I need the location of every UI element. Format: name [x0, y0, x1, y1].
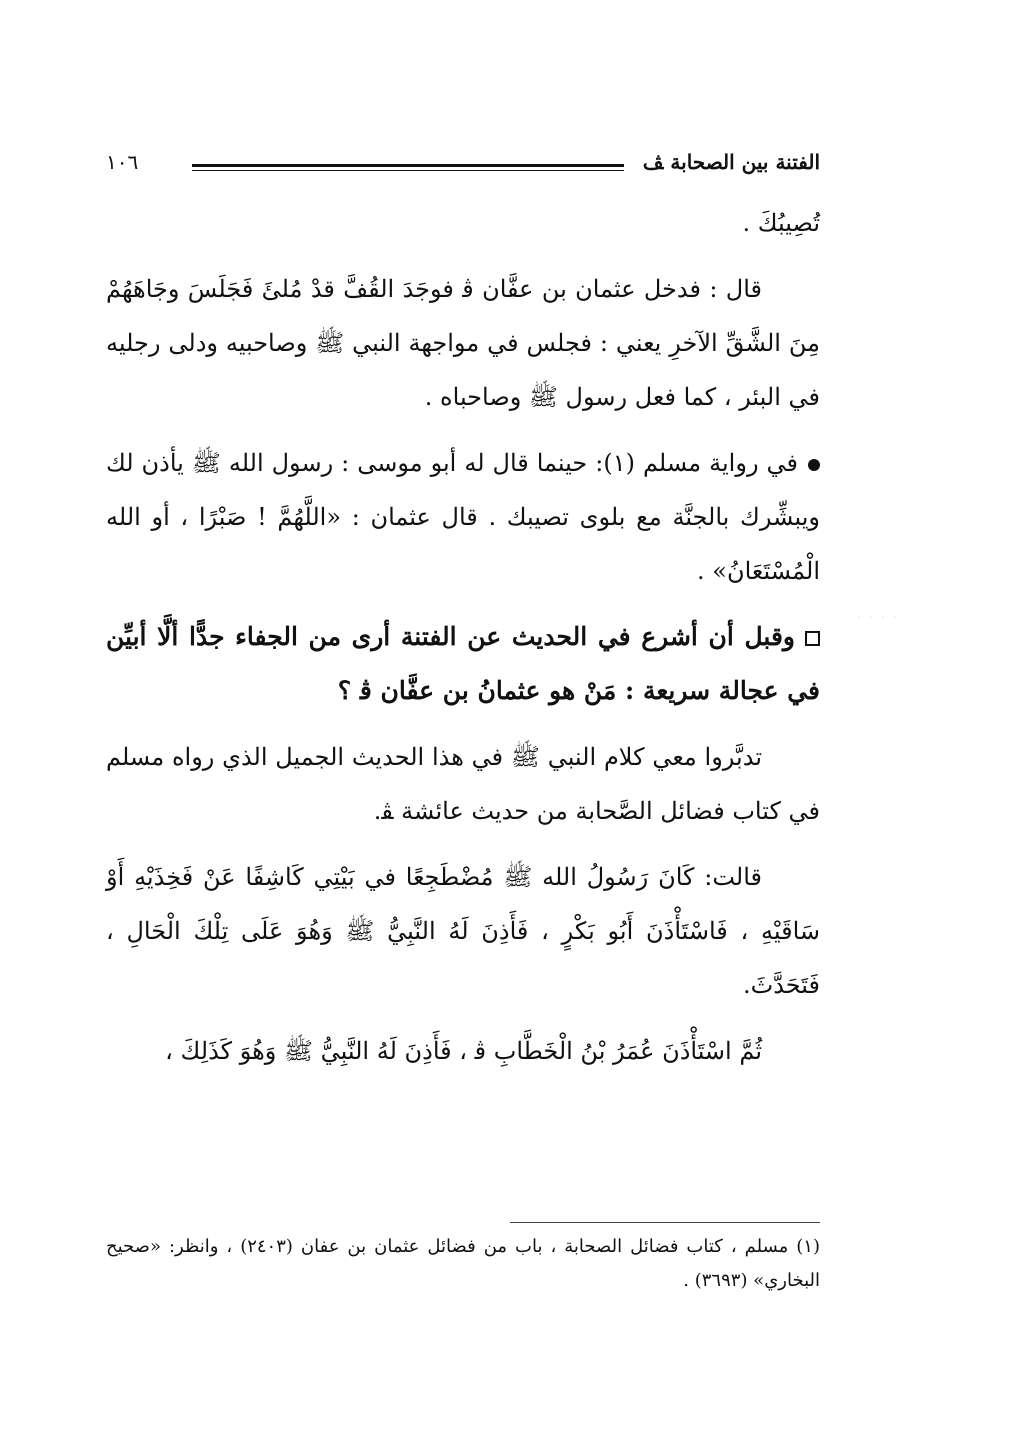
paragraph-1: تُصِيبُكَ . [742, 209, 820, 237]
paragraph-7: ثُمَّ اسْتَأْذَنَ عُمَرُ بْنُ الْخَطَّابِ ﭬ ، فَأَذِنَ لَهُ النَّبِيُّ ﷺ وَهُوَ كَذَلِكَ ، [165, 1037, 762, 1065]
header-rule [192, 164, 624, 171]
bullet-icon [808, 459, 820, 471]
page-header [106, 150, 820, 186]
scan-margin-mark: · · · · [855, 612, 898, 623]
page-body [106, 196, 820, 1090]
footnote: (١) مسلم ، كتاب فضائل الصحابة ، باب من فضائل عثمان بن عفان (٢٤٠٣) ، وانظر: «صحيح البخاري» (٣٦٩٣) . [106, 1236, 820, 1291]
paragraph-2: قال : فدخل عثمان بن عفَّان ﭬ فوجَدَ القُفَّ قدْ مُلئَ فَجَلَسَ وجَاهَهُمْ مِنَ الشَّقِّ الآخرِ يعني : فجلس في مواجهة النبي ﷺ وصاحبيه ودلى رجليه في البئر ، كما فعل رسول ﷺ وصاحباه . [106, 275, 820, 411]
running-title: الفتنة بين الصحابة ﭫ [642, 150, 820, 174]
paragraph-4-text: وقبل أن أشرع في الحديث عن الفتنة أرى من الجفاء جدًّا ألَّا أبيِّن في عجالة سريعة : مَنْ هو عثمانُ بن عفَّان ﭬ ؟ [106, 622, 820, 705]
paragraph-4 [106, 610, 820, 718]
square-bullet-icon [805, 631, 820, 646]
footnote-rule [510, 1222, 820, 1223]
page-number: ١٠٦ [106, 150, 139, 174]
paragraph-6: قالت: كَانَ رَسُولُ الله ﷺ مُضْطَجِعًا في بَيْتِي كَاشِفًا عَنْ فَخِذَيْهِ أَوْ سَاقَيْهِ ، فَاسْتَأْذَنَ أَبُو بَكْرٍ ، فَأَذِنَ لَهُ النَّبِيُّ ﷺ وَهُوَ عَلَى تِلْكَ الْحَالِ ، فَتَحَدَّثَ. [106, 863, 820, 999]
paragraph-5: تدبَّروا معي كلام النبي ﷺ في هذا الحديث الجميل الذي رواه مسلم في كتاب فضائل الصَّحابة من حديث عائشة ﭭ. [106, 743, 820, 825]
paragraph-3-text: في رواية مسلم (١): حينما قال له أبو موسى : رسول الله ﷺ يأذن لك ويبشِّرك بالجنَّة مع بلوى تصيبك . قال عثمان : «اللَّهُمَّ ! صَبْرًا ، أو الله الْمُسْتَعَانُ» . [106, 449, 820, 585]
paragraph-3 [106, 436, 820, 598]
